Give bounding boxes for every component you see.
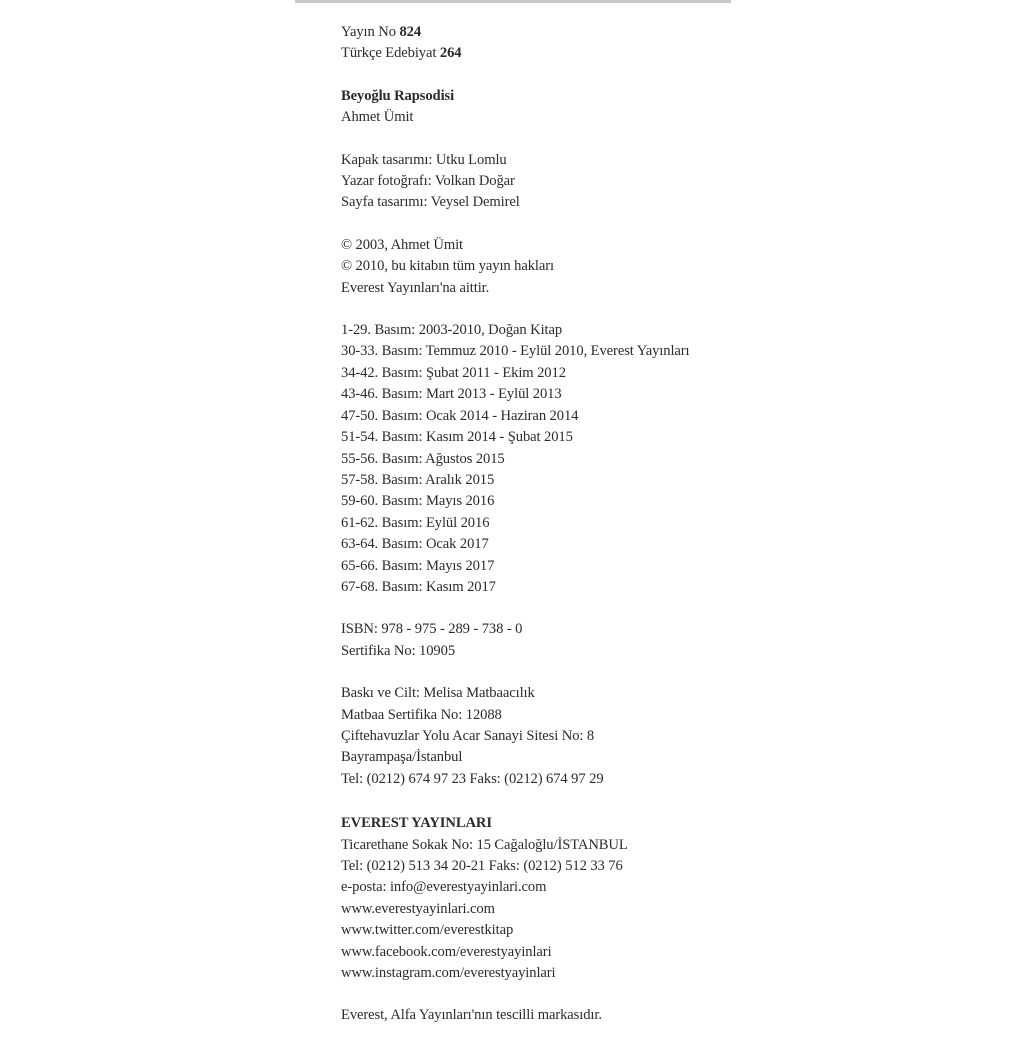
printings-section (341, 320, 901, 598)
printing-line: 61-62. Basım: Eylül 2016 (341, 514, 490, 531)
printing-line: 30-33. Basım: Temmuz 2010 - Eylül 2010, Everest Yayınları (341, 343, 690, 360)
printing-line: 63-64. Basım: Ocak 2017 (341, 536, 489, 553)
publisher-website: www.everestyayinlari.com (341, 900, 495, 917)
identifiers-section (341, 619, 901, 662)
publication-number-line (341, 22, 901, 43)
trademark-note: Everest, Alfa Yayınları'nın tescilli markasıdır. (341, 1007, 602, 1024)
printing-line: 43-46. Basım: Mart 2013 - Eylül 2013 (341, 386, 562, 403)
book-author: Ahmet Ümit (341, 109, 414, 126)
printer-line: Matbaa Sertifika No: 12088 (341, 706, 502, 723)
credit-line: Yazar fotoğrafı: Volkan Doğar (341, 173, 515, 190)
top-rule (295, 0, 731, 3)
series-number: 264 (439, 45, 462, 62)
printing-line: 55-56. Basım: Ağustos 2015 (341, 450, 505, 467)
publisher-section (341, 813, 901, 984)
publisher-twitter: www.twitter.com/everestkitap (341, 922, 514, 939)
copyright-line: Everest Yayınları'na aittir. (341, 279, 490, 296)
printer-line: Bayrampaşa/İstanbul (341, 749, 463, 766)
credits-section (341, 150, 901, 214)
credit-line: Sayfa tasarımı: Veysel Demirel (341, 194, 520, 211)
printing-line: 67-68. Basım: Kasım 2017 (341, 578, 496, 595)
copyright-section (341, 235, 901, 299)
isbn-line: ISBN: 978 - 975 - 289 - 738 - 0 (341, 621, 523, 638)
printing-line: 65-66. Basım: Mayıs 2017 (341, 557, 495, 574)
printer-section (341, 683, 901, 790)
printer-line: Tel: (0212) 674 97 23 Faks: (0212) 674 97 29 (341, 770, 604, 787)
printing-line: 1-29. Basım: 2003-2010, Doğan Kitap (341, 322, 563, 339)
book-title: Beyoğlu Rapsodisi (341, 87, 455, 104)
copyright-page (341, 22, 901, 1048)
certificate-line: Sertifika No: 10905 (341, 642, 456, 659)
printing-line: 34-42. Basım: Şubat 2011 - Ekim 2012 (341, 364, 566, 381)
printer-line: Çiftehavuzlar Yolu Acar Sanayi Sitesi No: 8 (341, 727, 595, 744)
publisher-email: e-posta: info@everestyayinlari.com (341, 879, 547, 896)
printing-line: 47-50. Basım: Ocak 2014 - Haziran 2014 (341, 407, 579, 424)
publication-label: Yayın No (341, 24, 396, 40)
printing-line: 59-60. Basım: Mayıs 2016 (341, 493, 495, 510)
printing-line: 51-54. Basım: Kasım 2014 - Şubat 2015 (341, 429, 573, 446)
series-label: Türkçe Edebiyat (341, 45, 437, 62)
publisher-facebook: www.facebook.com/everestyayinlari (341, 943, 552, 960)
copyright-line: © 2010, bu kitabın tüm yayın hakları (341, 258, 554, 275)
book-info (341, 86, 901, 129)
printer-line: Baskı ve Cilt: Melisa Matbaacılık (341, 685, 535, 702)
publication-number: 824 (399, 24, 422, 40)
publisher-phone: Tel: (0212) 513 34 20-21 Faks: (0212) 512 33 76 (341, 858, 623, 874)
publisher-name: EVEREST YAYINLARI (341, 815, 492, 832)
credit-line: Kapak tasarımı: Utku Lomlu (341, 151, 507, 168)
publisher-address: Ticarethane Sokak No: 15 Cağaloğlu/İSTANBUL (341, 836, 628, 853)
series-number-line (341, 43, 901, 64)
publisher-instagram: www.instagram.com/everestyayinlari (341, 965, 556, 982)
printing-line: 57-58. Basım: Aralık 2015 (341, 471, 495, 488)
publication-info (341, 22, 901, 65)
copyright-line: © 2003, Ahmet Ümit (341, 236, 463, 253)
